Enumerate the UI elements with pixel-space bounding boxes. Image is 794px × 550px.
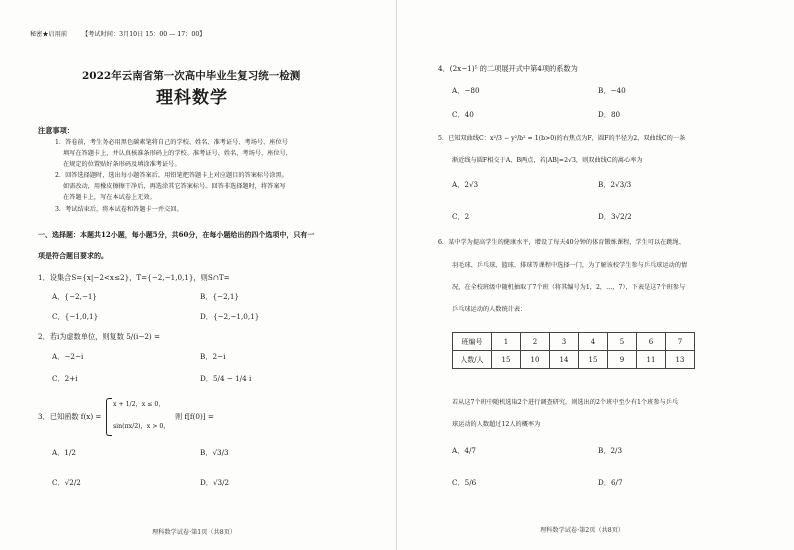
table-cell: 3 [550, 333, 579, 351]
q6-stem-cont: 况，在全校班级中随机抽取了7个班（将其编号为1，2，…，7），下表是这7个班参与 [452, 284, 686, 291]
q4-option-a: A．−80 [452, 86, 480, 95]
q3-option-d: D．√3/2 [200, 478, 230, 487]
table-cell: 人数/人 [453, 351, 492, 369]
table-cell: 1 [492, 333, 521, 351]
q5-option-d: D．3√2/2 [598, 212, 632, 221]
q6-option-d: D．6/7 [598, 478, 623, 487]
q6-stem-cont: 乒乓球运动的人数统计表： [452, 306, 527, 313]
table-cell: 2 [521, 333, 550, 351]
q1-option-b: B．{−2,1} [200, 292, 240, 301]
q6-question-cont: 球运动的人数超过12人的概率为 [452, 421, 541, 428]
table-cell: 14 [550, 351, 579, 369]
table-row [453, 351, 695, 369]
confidential-label: 秘密★启用前 [30, 31, 68, 38]
q1-stem: 1．设集合S={x|−2<x≤2}，T={−2,−1,0,1}，则S∩T= [38, 273, 230, 282]
notes-heading: 注意事项： [38, 126, 74, 135]
section-heading: 一、选择题：本题共12小题，每小题5分，共60分，在每小题给出的四个选项中，只有一 [38, 230, 315, 239]
q4-option-d: D．80 [598, 110, 621, 119]
table-cell: 9 [608, 351, 637, 369]
q2-option-b: B．2−i [200, 352, 226, 361]
q6-option-b: B．2/3 [598, 446, 623, 455]
q1-option-a: A．{−2,−1} [52, 292, 97, 301]
q2-option-a: A．−2−i [52, 352, 84, 361]
table-cell: 4 [579, 333, 608, 351]
note-line: 2．回答选择题时，选出每小题答案后，用铅笔把答题卡上对应题目的答案标号涂黑。 [55, 172, 288, 179]
note-line: 在答题卡上，写在本试卷上无效。 [63, 194, 156, 201]
q6-option-c: C．5/6 [452, 478, 477, 487]
piecewise-brace [106, 398, 112, 436]
q6-stem: 6．某中学为提高学生的健康水平，增设了每天40分钟的体育锻炼课程，学生可以在跳绳、 [438, 239, 685, 246]
q5-stem: 5．已知双曲线C：x²/3 − y²/b² = 1(b>0)的右焦点为F，圆F的半径为2，双曲线C的一条 [438, 135, 686, 142]
table-cell: 6 [637, 333, 666, 351]
q6-question: 若从这7个班中随机选取2个进行调查研究，则选出的2个班中至少有1个班参与乒乓 [452, 399, 679, 406]
q2-stem: 2．若i为虚数单位，则复数 5/(i−2) = [38, 332, 161, 341]
exam-page-2 [397, 0, 794, 550]
q1-option-c: C．{−1,0,1} [52, 312, 99, 321]
table-cell: 11 [637, 351, 666, 369]
page-footer: 理科数学试卷·第2页（共8页） [540, 527, 625, 534]
class-count-table [452, 332, 695, 369]
section-heading-cont: 项是符合题目要求的。 [38, 251, 108, 260]
table-cell: 5 [608, 333, 637, 351]
q3-stem: 3．已知函数 f(x) = [38, 412, 102, 421]
q6-option-a: A．4/7 [452, 446, 476, 455]
table-cell: 班编号 [453, 333, 492, 351]
exam-time: 【考试时间：3月10日 15：00 — 17：00】 [82, 31, 206, 38]
note-line: 3．考试结束后，将本试卷和答题卡一并交回。 [55, 206, 183, 213]
q2-option-c: C．2+i [52, 374, 78, 383]
table-row [453, 333, 695, 351]
note-line: 如需改动，用橡皮擦擦干净后，再选涂其它答案标号。回答非选择题时，将答案写 [63, 183, 286, 190]
page-footer: 理科数学试卷·第1页（共8页） [152, 529, 237, 536]
table-cell: 15 [492, 351, 521, 369]
q3-case-1: x + 1/2，x ≤ 0， [113, 401, 165, 408]
q2-option-d: D．5/4 − 1/4 i [200, 374, 252, 383]
table-cell: 10 [521, 351, 550, 369]
q5-stem-cont: 渐近线与圆F相交于A、B两点，若|AB|=2√3，则双曲线C的离心率为 [452, 157, 643, 164]
table-cell: 13 [666, 351, 695, 369]
note-line: 填写在答题卡上，并认真核准条形码上的学校、准考证号、姓名、考场号、座位号， [63, 150, 292, 157]
q5-option-a: A．2√3 [452, 180, 479, 189]
q3-option-c: C．√2/2 [52, 478, 81, 487]
q3-case-2: sin(πx/2)，x > 0， [113, 423, 170, 430]
note-line: 1．答卷前，考生务必用黑色碳素笔将自己的学校、姓名、准考证号、考场号、座位号 [55, 139, 288, 146]
q4-stem: 4．(2x−1)⁵ 的二项展开式中第4项的系数为 [438, 64, 578, 73]
q4-option-c: C．40 [452, 110, 474, 119]
subject-title: 理科数学 [156, 88, 228, 108]
q6-stem-cont: 羽毛球、乒乓球、篮球、排球等课程中选择一门，为了解该校学生参与乒乓球运动的情 [452, 262, 688, 269]
q3-option-b: B．√3/3 [200, 448, 229, 457]
q4-option-b: B．−40 [598, 86, 626, 95]
q5-option-c: C．2 [452, 212, 470, 221]
note-line: 在规定的位置贴好条形码及填涂准考证号。 [63, 161, 181, 168]
table-cell: 7 [666, 333, 695, 351]
exam-title: 2022年云南省第一次高中毕业生复习统一检测 [82, 70, 301, 82]
table-cell: 15 [579, 351, 608, 369]
q1-option-d: D．{−2,−1,0,1} [200, 312, 260, 321]
q3-ask: 则 f[f(0)] = [175, 412, 214, 421]
q5-option-b: B．2√3/3 [598, 180, 632, 189]
q3-option-a: A．1/2 [52, 448, 76, 457]
